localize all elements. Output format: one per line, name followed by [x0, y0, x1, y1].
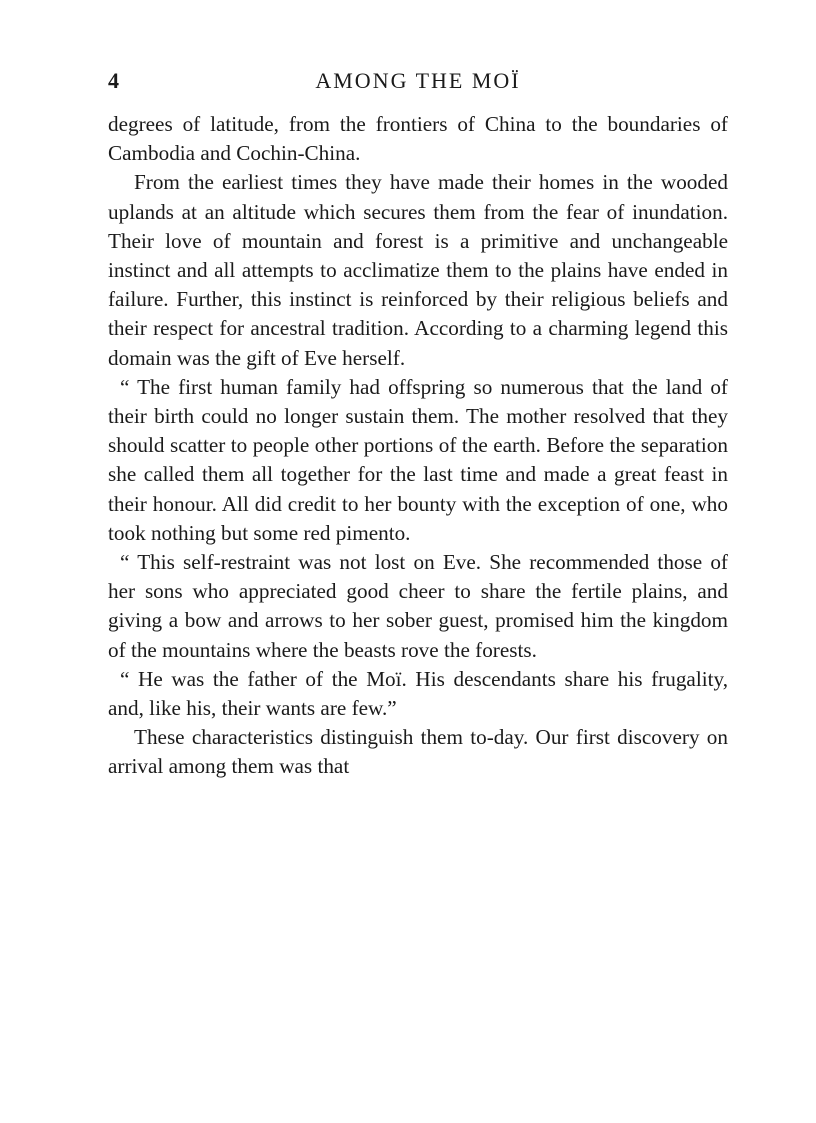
- page-number: 4: [108, 68, 119, 93]
- paragraph-legend-self-restraint: “ This self-restraint was not lost on Eve. She recommended those of her sons who appreciated good cheer to share the fertile plains, and giving a bow and arrows to her sober guest, promised him the kingdom of the mountains where the beasts rove the forests.: [108, 550, 728, 662]
- paragraph-legend-first-family: “ The first human family had offspring so numerous that the land of their birth could no longer sustain them. The mother resolved that they should scatter to people other portions of the earth. Before the separation she called them all together for the last time and made a great feast in their honour. All did credit to her bounty with the exception of one, who took nothing but some red pimento.: [108, 374, 728, 545]
- body-text: [108, 110, 728, 782]
- paragraph-homes-in-uplands: From the earliest times they have made their homes in the wooded uplands at an altitude which secures them from the fear of inundation. Their love of mountain and forest is a primitive and unchangeable instinct and all attempts to acclimatize them to the plains have ended in failure. Further, this instinct is reinforced by their religious beliefs and their respect for ancestral tradition. According to a charming legend this domain was the gift of Eve herself.: [108, 170, 728, 370]
- running-title: AMONG THE MOÏ: [315, 68, 521, 93]
- paragraph-characteristics: These characteristics distinguish them to-day. Our first discovery on arrival among them was that: [108, 725, 728, 779]
- paragraph-legend-father-of-moi: “ He was the father of the Moï. His descendants share his frugality, and, like his, their wants are few.”: [108, 666, 728, 721]
- paragraph-continued: degrees of latitude, from the frontiers of China to the boundaries of Cambodia and Cochin-China.: [108, 112, 728, 166]
- page-header: [108, 66, 728, 96]
